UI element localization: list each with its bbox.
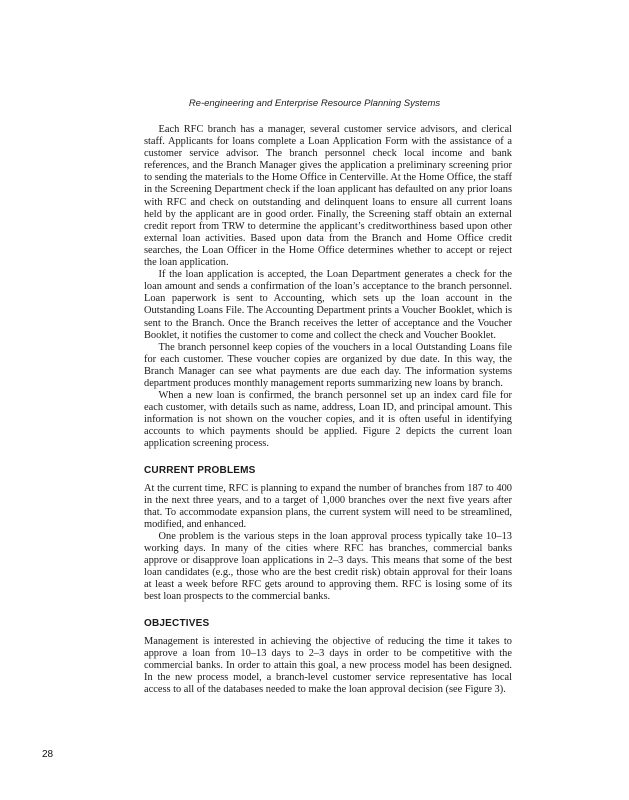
body-paragraph: When a new loan is confirmed, the branch personnel set up an index card file for each customer, with details such as name, address, Loan ID, and principal amount. This information is not shown on the voucher copies, and it is often useful in identifying accounts to which payments should be applied. Figure 2 depicts the current loan application screening process. xyxy=(144,390,512,450)
body-paragraph: One problem is the various steps in the loan approval process typically take 10–13 working days. In many of the cities where RFC has branches, commercial banks approve or disapprove loan applications in 2–3 days. This means that some of the best loan candidates (e.g., those who are the best credit risk) obtain approval for their loans at least a week before RFC gets around to approving them. RFC is losing some of its best loan prospects to the commercial banks. xyxy=(144,531,512,603)
running-head: Re-engineering and Enterprise Resource Planning Systems xyxy=(188,98,441,109)
body-paragraph: Each RFC branch has a manager, several customer service advisors, and clerical staff. Applicants for loans complete a Loan Application Form with the assistance of a customer service advisor. The branch personnel check local income and bank references, and the Branch Manager gives the application a preliminary screening prior to sending the materials to the Home Office in Centerville. At the Home Office, the staff in the Screening Department check if the loan applicant has defaulted on any prior loans with RFC and check on outstanding and delinquent loans to ensure all current loans held by the applicant are in good order. Finally, the Screening staff obtain an external credit report from TRW to determine the applicant’s creditworthiness based upon other external loan activities. Based upon data from the Branch and Home Office credit searches, the Loan Officer in the Home Office determines whether to accept or reject the loan application. xyxy=(144,124,512,269)
body-paragraph: At the current time, RFC is planning to expand the number of branches from 187 to 400 in the next three years, and to a target of 1,000 branches over the next five years after that. To accommodate expansion plans, the current system will need to be streamlined, modified, and enhanced. xyxy=(144,482,512,530)
body-paragraph: The branch personnel keep copies of the vouchers in a local Outstanding Loans file for each customer. These voucher copies are organized by due date. In this way, the Branch Manager can see what payments are due each day. The information systems department produces monthly management reports summarizing new loans by branch. xyxy=(144,341,512,389)
section-heading-objectives: OBJECTIVES xyxy=(144,617,210,629)
page-body xyxy=(144,124,512,696)
section-heading-current-problems: CURRENT PROBLEMS xyxy=(144,464,256,476)
page-number: 28 xyxy=(42,749,54,760)
body-paragraph: Management is interested in achieving the objective of reducing the time it takes to approve a loan from 10–13 days to 2–3 days in order to be competitive with the commercial banks. In order to attain this goal, a new process model has been designed. In the new process model, a branch-level customer service representative has local access to all of the databases needed to make the loan approval decision (see Figure 3). xyxy=(144,635,512,696)
body-paragraph: If the loan application is accepted, the Loan Department generates a check for the loan amount and sends a confirmation of the loan’s acceptance to the branch personnel. Loan paperwork is sent to Accounting, which sets up the loan account in the Outstanding Loans File. The Accounting Department prints a Voucher Booklet, which is sent to the Branch. Once the Branch receives the letter of acceptance and the Voucher Booklet, it notifies the customer to come and collect the check and Voucher Booklet. xyxy=(144,269,512,341)
